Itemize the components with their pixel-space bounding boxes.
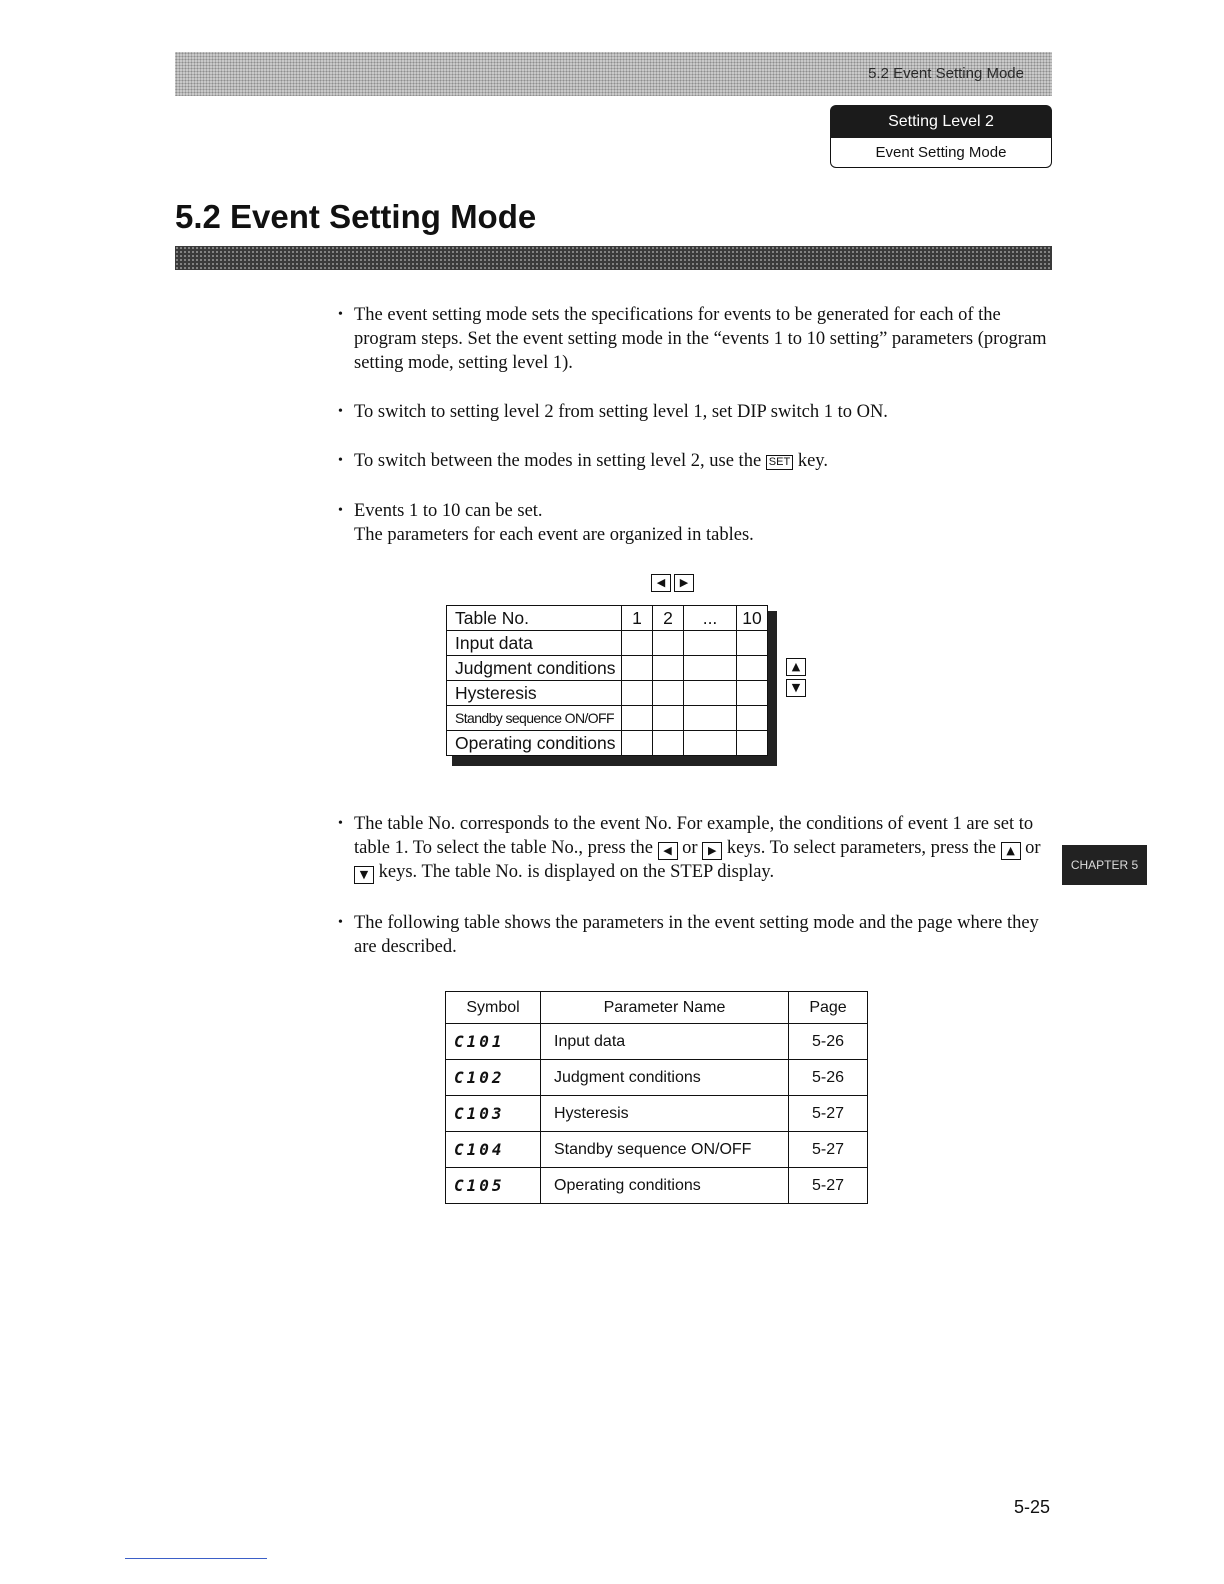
- page-cell: 5-26: [789, 1060, 868, 1096]
- bullet-text: To switch to setting level 2 from setting level 1, set DIP switch 1 to ON.: [354, 402, 888, 422]
- page-cell: 5-26: [789, 1024, 868, 1060]
- down-arrow-key-icon: ▼: [354, 866, 374, 884]
- table-row: [447, 681, 768, 706]
- name-cell: Input data: [541, 1024, 789, 1060]
- symbol-cell: C103: [446, 1096, 541, 1132]
- setting-level-box: [830, 105, 1052, 169]
- table-row: [447, 631, 768, 656]
- left-arrow-key-icon: ◀: [651, 574, 671, 592]
- set-key-icon: SET: [766, 455, 793, 470]
- bullet-text-or: or: [682, 838, 698, 858]
- name-cell: Judgment conditions: [541, 1060, 789, 1096]
- table-row: [446, 1060, 868, 1096]
- bullet-text: The following table shows the parameters in the event setting mode and the page where they are described.: [354, 913, 1039, 957]
- table-row: [447, 731, 768, 756]
- up-arrow-key-icon: ▲: [1001, 842, 1021, 860]
- row-label: Judgment conditions: [447, 656, 622, 681]
- symbol-cell: C105: [446, 1168, 541, 1204]
- bullet-icon: •: [338, 503, 343, 518]
- event-table: [446, 605, 768, 756]
- table-row: [446, 1168, 868, 1204]
- header-band: [175, 52, 1052, 96]
- bullet-icon: •: [338, 307, 343, 322]
- chapter-side-tab: CHAPTER 5: [1062, 845, 1147, 885]
- row-label: Input data: [447, 631, 622, 656]
- table-row: [447, 656, 768, 681]
- bullet-paragraph-3: [338, 449, 1054, 473]
- bullet-icon: •: [338, 453, 343, 468]
- right-arrow-key-icon: ▶: [702, 842, 722, 860]
- table-row: [447, 706, 768, 731]
- bullet-text: [354, 812, 1054, 884]
- name-cell: Hysteresis: [541, 1096, 789, 1132]
- parameter-table-header: [446, 992, 868, 1024]
- bullet-text-line2: The parameters for each event are organized in tables.: [354, 525, 754, 545]
- bullet-paragraph-6: [338, 911, 1054, 959]
- bullet-text-b: keys. To select parameters, press the: [726, 838, 996, 858]
- setting-level-label: Setting Level 2: [830, 105, 1052, 138]
- row-label: Operating conditions: [447, 731, 622, 756]
- bullet-icon: •: [338, 816, 343, 831]
- page-cell: 5-27: [789, 1132, 868, 1168]
- header-page: Page: [789, 992, 868, 1024]
- symbol-cell: C101: [446, 1024, 541, 1060]
- right-arrow-key-icon: ▶: [674, 574, 694, 592]
- table-col-10: 10: [737, 606, 768, 631]
- header-section-label: 5.2 Event Setting Mode: [868, 65, 1024, 82]
- bullet-text-line1: Events 1 to 10 can be set.: [354, 501, 543, 521]
- bullet-text-or: or: [1025, 838, 1041, 858]
- event-table-header-row: [447, 606, 768, 631]
- header-parameter-name: Parameter Name: [541, 992, 789, 1024]
- row-label: Standby sequence ON/OFF: [447, 706, 622, 731]
- bullet-icon: •: [338, 404, 343, 419]
- footer-rule: [125, 1558, 267, 1559]
- bullet-text-a: The table No. corresponds to the event No. For example, the conditions of event 1 are set to table 1. To select the table No., press the: [354, 814, 1034, 858]
- bullet-text-pre: To switch between the modes in setting level 2, use the: [354, 451, 762, 471]
- bullet-text: [354, 449, 1054, 473]
- event-table-wrap: [446, 605, 768, 756]
- table-col-ellipsis: ...: [684, 606, 737, 631]
- table-row: [446, 1024, 868, 1060]
- table-no-label: Table No.: [447, 606, 622, 631]
- up-arrow-key-icon: ▲: [786, 658, 806, 676]
- title-rule: [175, 246, 1052, 270]
- name-cell: Standby sequence ON/OFF: [541, 1132, 789, 1168]
- page-cell: 5-27: [789, 1096, 868, 1132]
- page-number: 5-25: [1014, 1497, 1051, 1517]
- bullet-paragraph-1: [338, 303, 1054, 375]
- down-arrow-key-icon: ▼: [786, 679, 806, 697]
- bullet-icon: •: [338, 915, 343, 930]
- symbol-cell: C104: [446, 1132, 541, 1168]
- header-symbol: Symbol: [446, 992, 541, 1024]
- row-label: Hysteresis: [447, 681, 622, 706]
- table-col-2: 2: [653, 606, 684, 631]
- bullet-paragraph-5: [338, 812, 1054, 884]
- table-col-1: 1: [622, 606, 653, 631]
- bullet-paragraph-4: [338, 499, 1054, 547]
- bullet-paragraph-2: [338, 400, 1054, 424]
- setting-mode-label: Event Setting Mode: [830, 138, 1052, 168]
- page-title: 5.2 Event Setting Mode: [175, 198, 537, 235]
- up-down-keys: [786, 656, 808, 697]
- bullet-text-c: keys. The table No. is displayed on the STEP display.: [378, 862, 775, 882]
- left-arrow-key-icon: ◀: [658, 842, 678, 860]
- bullet-text: The event setting mode sets the specifications for events to be generated for each of the program steps. Set the event setting mode in the “events 1 to 10 setting” parameters (program setting mode, setting level 1).: [354, 305, 1047, 373]
- name-cell: Operating conditions: [541, 1168, 789, 1204]
- table-row: [446, 1132, 868, 1168]
- left-right-keys: [651, 572, 694, 592]
- page-cell: 5-27: [789, 1168, 868, 1204]
- symbol-cell: C102: [446, 1060, 541, 1096]
- bullet-text-post: key.: [797, 451, 828, 471]
- parameter-table: [445, 991, 868, 1204]
- table-row: [446, 1096, 868, 1132]
